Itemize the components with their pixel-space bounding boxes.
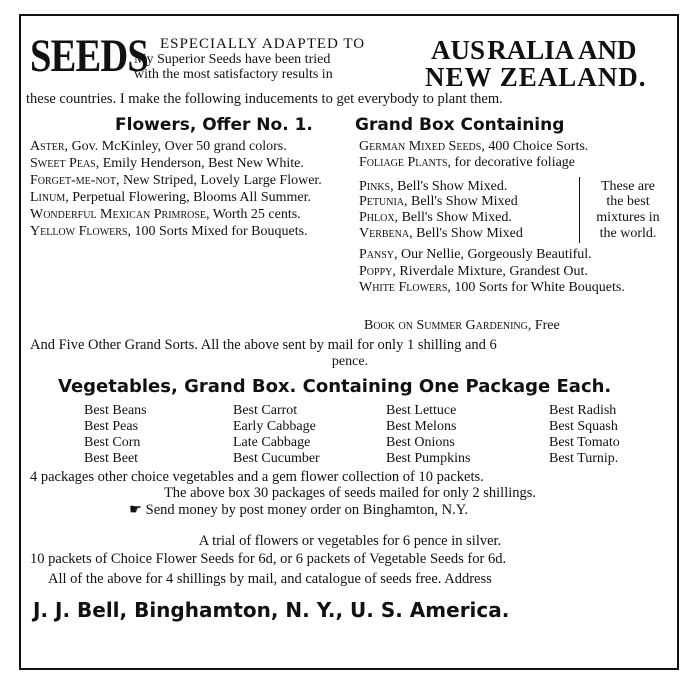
list-item: Early Cabbage — [233, 419, 316, 434]
send-money-line — [129, 503, 468, 518]
address-footer: J. J. Bell, Binghamton, N. Y., U. S. America. — [33, 598, 510, 622]
grand-box-heading: Grand Box Containing — [355, 115, 565, 135]
trial-line: A trial of flowers or vegetables for 6 pence in silver. — [198, 533, 502, 549]
mixed-note-4: the world. — [599, 226, 657, 241]
send-money-text: Send money by post money order on Binghamton, N.Y. — [145, 502, 468, 518]
header-line-2: My Superior Seeds have been tried — [134, 52, 331, 67]
list-item: Best Squash — [549, 419, 618, 434]
list-item: Poppy, Riverdale Mixture, Grandest Out. — [359, 264, 588, 279]
pence-line: pence. — [331, 354, 369, 369]
list-item: Best Peas — [84, 419, 139, 434]
mixed-note-3: mixtures in — [596, 210, 660, 225]
list-item: Best Lettuce — [386, 403, 457, 418]
list-item: Best Beans — [84, 403, 147, 418]
veg-column-3 — [386, 403, 470, 467]
list-item: Best Pumpkins — [386, 451, 471, 466]
list-item: Phlox, Bell's Show Mixed. — [359, 210, 512, 225]
list-item: Best Radish — [549, 403, 617, 418]
list-item: German Mixed Seeds, 400 Choice Sorts. — [359, 139, 589, 154]
veg-column-4 — [549, 403, 620, 467]
box30-line: The above box 30 packages of seeds mailed for only 2 shillings. — [163, 485, 537, 501]
list-item: Verbena, Bell's Show Mixed — [359, 226, 523, 241]
list-item: Pansy, Our Nellie, Gorgeously Beautiful. — [359, 247, 592, 262]
packages-line: 4 packages other choice vegetables and a gem flower collection of 10 packets. — [30, 469, 484, 485]
list-item: Pinks, Bell's Show Mixed. — [359, 179, 508, 194]
australia-heading: AUS RALIA AND — [431, 35, 637, 65]
list-item: Petunia, Bell's Show Mixed — [359, 194, 518, 209]
list-item: Yellow Flowers, 100 Sorts Mixed for Bouquets. — [30, 224, 308, 239]
list-item: Linum, Perpetual Flowering, Blooms All Summer. — [30, 190, 311, 205]
seeds-title: SEEDS — [30, 30, 149, 82]
list-item: Wonderful Mexican Primrose, Worth 25 cents. — [30, 207, 301, 222]
list-item: Best Cucumber — [233, 451, 320, 466]
list-item: Late Cabbage — [233, 435, 311, 450]
veg-column-2 — [233, 403, 320, 467]
bracket-divider — [579, 177, 580, 243]
list-item: Aster, Gov. McKinley, Over 50 grand colors. — [30, 139, 287, 154]
inducement-line: these countries. I make the following inducements to get everybody to plant them. — [26, 91, 503, 107]
all-above-line: All of the above for 4 shillings by mail, and catalogue of seeds free. Address — [48, 571, 492, 587]
vegetables-heading: Vegetables, Grand Box. Containing One Package Each. — [58, 376, 612, 397]
list-item: Foliage Plants, for decorative foliage — [359, 155, 576, 170]
list-item: Best Onions — [386, 435, 455, 450]
book-offer: Book on Summer Gardening, Free — [364, 318, 560, 333]
list-item: Best Turnip. — [549, 451, 619, 466]
list-item: Forget-me-not, New Striped, Lovely Large Flower. — [30, 173, 322, 188]
mixed-note-2: the best — [606, 194, 650, 209]
list-item: Sweet Peas, Emily Henderson, Best New White. — [30, 156, 304, 171]
veg-column-1 — [84, 403, 147, 467]
five-other-sorts: And Five Other Grand Sorts. All the above sent by mail for only 1 shilling and 6 — [30, 337, 497, 353]
flowers-left-list — [30, 139, 350, 239]
list-item: Best Tomato — [549, 435, 620, 450]
list-item: Best Beet — [84, 451, 139, 466]
mixed-note-1: These are — [600, 179, 656, 194]
especially-adapted: ESPECIALLY ADAPTED TO — [160, 36, 366, 52]
new-zealand-heading: NEW ZEALAND. — [425, 62, 647, 92]
header-line-3: with the most satisfactory results in — [134, 67, 333, 82]
packets-line: 10 packets of Choice Flower Seeds for 6d, or 6 packets of Vegetable Seeds for 6d. — [30, 551, 507, 567]
list-item: Best Corn — [84, 435, 141, 450]
list-item: White Flowers, 100 Sorts for White Bouquets. — [359, 280, 625, 295]
flowers-heading: Flowers, Offer No. 1. — [115, 115, 313, 135]
list-item: Best Melons — [386, 419, 457, 434]
pointing-hand-icon: ☛ — [129, 502, 142, 518]
list-item: Best Carrot — [233, 403, 298, 418]
